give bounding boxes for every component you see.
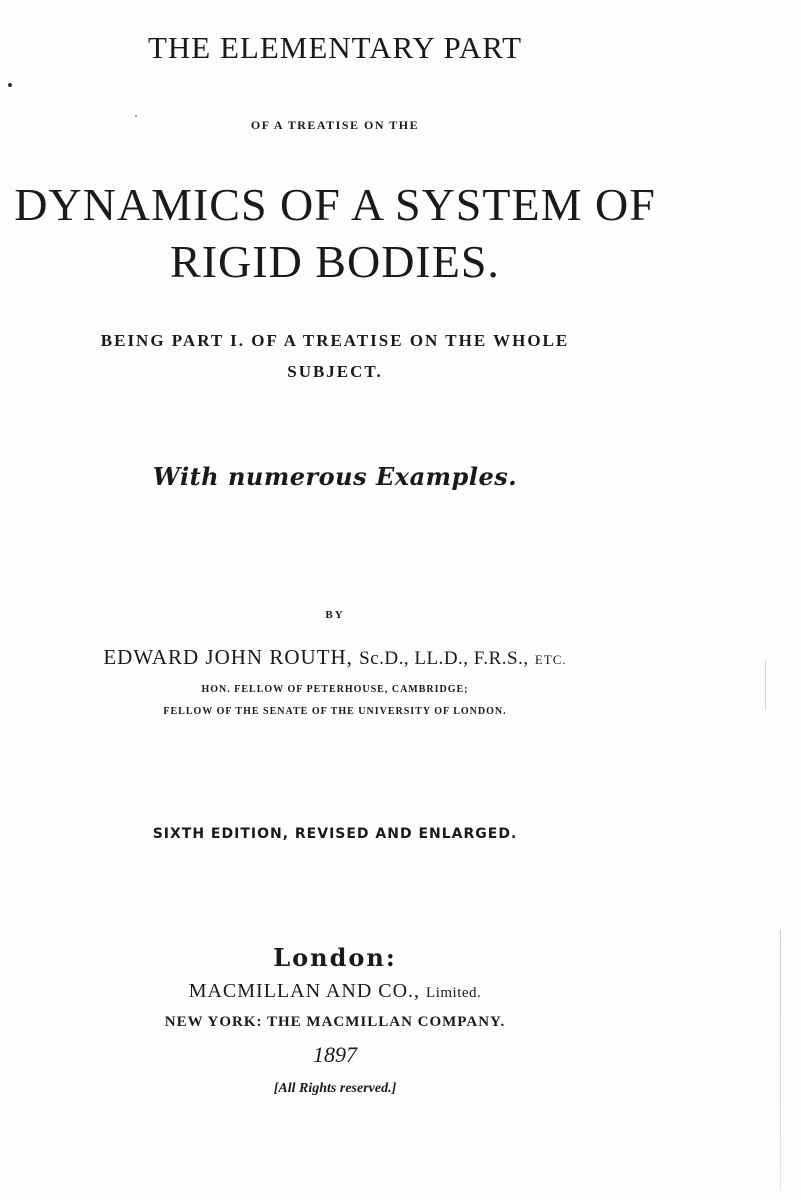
main-title-line-2: RIGID BODIES. [170, 236, 500, 287]
author-affiliation-1: HON. FELLOW OF PETERHOUSE, CAMBRIDGE; [201, 684, 469, 695]
by-label: BY [325, 609, 345, 621]
author-affiliation-2: FELLOW OF THE SENATE OF THE UNIVERSITY OF LONDON. [163, 706, 507, 717]
author-name: EDWARD JOHN ROUTH, [103, 645, 353, 669]
author-line [0, 645, 670, 670]
heading-elementary-part: THE ELEMENTARY PART [147, 30, 523, 65]
publication-year: 1897 [313, 1042, 357, 1067]
ink-speck [135, 115, 137, 117]
rights-notice: [All Rights reserved.] [273, 1081, 397, 1096]
author-etc: ETC. [534, 652, 567, 667]
heading-treatise-on: OF A TREATISE ON THE [250, 118, 420, 132]
examples-note: With numerous Examples. [152, 462, 518, 491]
ink-speck [8, 83, 12, 87]
publisher-name: MACMILLAN AND CO., [188, 980, 421, 1002]
author-qualifications: Sc.D., LL.D., F.R.S., [359, 648, 529, 669]
publisher-new-york: NEW YORK: THE MACMILLAN COMPANY. [164, 1014, 506, 1030]
edition-statement: SIXTH EDITION, REVISED AND ENLARGED. [152, 826, 518, 842]
main-title-line-1: DYNAMICS OF A SYSTEM OF [14, 179, 656, 230]
subtitle-line-2: SUBJECT. [287, 362, 383, 381]
publisher-limited: Limited. [426, 985, 482, 1001]
page-edge-shadow [765, 660, 766, 710]
page-edge-shadow [780, 930, 781, 1190]
publication-place: London: [273, 943, 397, 972]
subtitle-line-1: BEING PART I. OF A TREATISE ON THE WHOLE [100, 331, 570, 350]
publisher-line [0, 980, 670, 1003]
